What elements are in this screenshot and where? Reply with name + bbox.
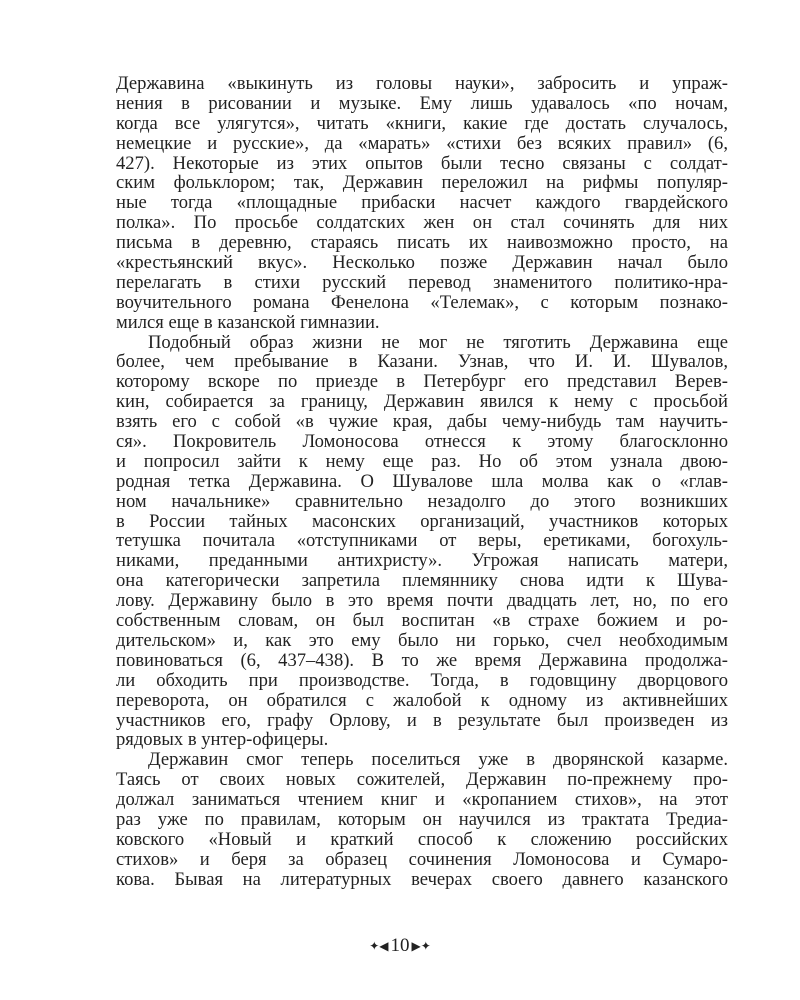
text-line: «крестьянский вкус». Несколько позже Державин начал было: [116, 252, 728, 274]
text-line: дительском» и, как это ему было ни горько, счел необходимым: [116, 629, 728, 651]
text-line: лову. Державину было в это время почти двадцать лет, но, по его: [116, 590, 728, 612]
text-line: ные тогда «площадные прибаски насчет каждого гвардейского: [116, 192, 728, 214]
text-line: рядовых в унтер-офицеры.: [116, 729, 329, 751]
text-line: Таясь от своих новых сожителей, Державин по-прежнему про-: [116, 769, 728, 791]
text-line: стихов» и беря за образец сочинения Ломоносова и Сумаро-: [116, 848, 728, 870]
text-line: мился еще в казанской гимназии.: [116, 311, 380, 333]
text-line: собственным словам, он был воспитан «в страхе божием и ро-: [116, 610, 728, 632]
ornament-right-icon: ▶✦: [411, 939, 431, 954]
text-line: ся». Покровитель Ломоносова отнесся к этому благосклонно: [116, 431, 728, 453]
text-line: письма в деревню, стараясь писать их наивозможно просто, на: [116, 232, 728, 254]
text-line: 427). Некоторые из этих опытов были тесно связаны с солдат-: [116, 152, 728, 174]
text-line: перелагать в стихи русский перевод знаменитого политико-нра-: [116, 271, 728, 293]
text-line: кин, собирается за границу, Державин явился к нему с просьбой: [116, 391, 728, 413]
text-line: взять его с собой «в чужие края, дабы чему-нибудь там научить-: [116, 411, 728, 433]
text-line: которому вскоре по приезде в Петербург его представил Верев-: [116, 371, 728, 393]
page-number-value: 10: [390, 935, 410, 956]
text-line: Подобный образ жизни не мог не тяготить Державина еще: [148, 331, 728, 353]
text-line: нения в рисовании и музыке. Ему лишь удавалось «по ночам,: [116, 92, 728, 114]
page-number: [0, 935, 800, 957]
text-line: немецкие и русские», да «марать» «стихи без всяких правил» (6,: [116, 132, 728, 154]
text-line: родная тетка Державина. О Шувалове шла молва как о «глав-: [116, 470, 728, 492]
paragraph: [116, 333, 728, 751]
text-line: ном начальнике» сравнительно незадолго до этого возникших: [116, 490, 728, 512]
text-line: она категорически запретила племяннику снова идти к Шува-: [116, 570, 728, 592]
ornament-left-icon: ✦◀: [369, 939, 389, 954]
text-line: ским фольклором; так, Державин переложил на рифмы популяр-: [116, 172, 728, 194]
text-line: воучительного романа Фенелона «Телемак», с которым познако-: [116, 291, 728, 313]
text-line: переворота, он обратился с жалобой к одному из активнейших: [116, 689, 728, 711]
text-line: когда все улягутся», читать «книги, какие где достать случалось,: [116, 112, 728, 134]
text-line: Державина «выкинуть из головы науки», забросить и упраж-: [116, 73, 728, 94]
text-line: в России тайных масонских организаций, участников которых: [116, 510, 728, 532]
text-line: ли обходить при производстве. Тогда, в годовщину дворцового: [116, 669, 728, 691]
text-line: должал заниматься чтением книг и «кропанием стихов», на этот: [116, 789, 728, 811]
paragraph: [116, 74, 728, 333]
text-line: никами, преданными антихристу». Угрожая написать матери,: [116, 550, 728, 572]
text-line: Державин смог теперь поселиться уже в дворянской казарме.: [148, 749, 728, 771]
text-line: раз уже по правилам, которым он научился из трактата Тредиа-: [116, 808, 728, 830]
paragraph: [116, 750, 728, 889]
text-line: кова. Бывая на литературных вечерах своего давнего казанского: [116, 868, 728, 890]
text-line: тетушка почитала «отступниками от веры, еретиками, богохуль-: [116, 530, 728, 552]
text-line: участников его, графу Орлову, и в результате был произведен из: [116, 709, 728, 731]
text-line: более, чем пребывание в Казани. Узнав, что И. И. Шувалов,: [116, 351, 728, 373]
page-body-text: [116, 74, 728, 890]
text-line: повиноваться (6, 437–438). В то же время Державина продолжа-: [116, 649, 728, 671]
text-line: полка». По просьбе солдатских жен он стал сочинять для них: [116, 212, 728, 234]
text-line: ковского «Новый и краткий способ к сложению российских: [116, 828, 728, 850]
text-line: и попросил зайти к нему еще раз. Но об этом узнала двою-: [116, 450, 728, 472]
